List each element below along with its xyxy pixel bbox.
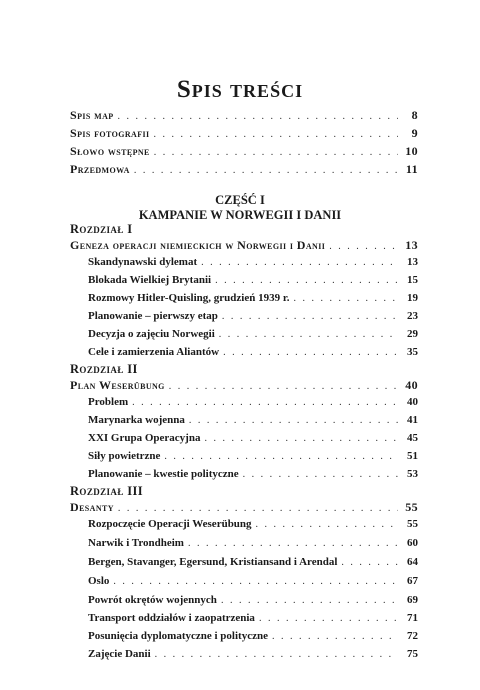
entry-page: 29 — [407, 328, 418, 340]
toc-entry-przedmowa — [70, 162, 418, 178]
toc-entry-spis-map — [70, 108, 418, 124]
chapter-heading: Rozdział II — [70, 362, 138, 376]
section-entry — [88, 310, 418, 326]
entry-label: Problem — [88, 396, 129, 408]
dot-leader — [221, 595, 398, 606]
entry-page: 41 — [407, 414, 418, 426]
dot-leader — [243, 469, 398, 480]
entry-label: Marynarka wojenna — [88, 414, 185, 426]
dot-leader — [223, 347, 398, 358]
dot-leader — [259, 613, 398, 624]
entry-page: 40 — [405, 378, 418, 392]
entry-label: Geneza operacji niemieckich w Norwegii i Danii — [70, 238, 326, 252]
dot-leader — [188, 538, 398, 549]
dot-leader — [169, 381, 398, 392]
dot-leader — [113, 576, 398, 587]
dot-leader — [341, 557, 398, 568]
entry-page: 19 — [407, 292, 418, 304]
section-entry — [88, 274, 418, 290]
section-entry — [88, 328, 418, 344]
dot-leader — [118, 111, 398, 122]
dot-leader — [118, 503, 398, 514]
entry-label: Desanty — [70, 500, 114, 514]
entry-page: 45 — [407, 432, 418, 444]
chapter-title-entry — [70, 238, 418, 254]
entry-page: 9 — [411, 126, 418, 140]
chapter-heading: Rozdział III — [70, 484, 144, 498]
dot-leader — [134, 165, 398, 176]
entry-page: 69 — [407, 594, 418, 606]
entry-label: XXI Grupa Operacyjna — [88, 432, 201, 444]
entry-page: 15 — [407, 274, 418, 286]
dot-leader — [155, 649, 398, 660]
entry-page: 10 — [405, 144, 418, 158]
section-entry — [88, 256, 418, 272]
entry-label: Narwik i Trondheim — [88, 537, 184, 549]
section-entry — [88, 292, 418, 308]
chapter-title-entry — [70, 500, 418, 516]
entry-page: 71 — [407, 612, 418, 624]
section-entry — [88, 630, 418, 646]
entry-label: Planowanie – kwestie polityczne — [88, 468, 239, 480]
dot-leader — [293, 293, 398, 304]
entry-page: 55 — [407, 518, 418, 530]
entry-label: Słowo wstępne — [70, 144, 150, 158]
dot-leader — [201, 257, 398, 268]
entry-page: 75 — [407, 648, 418, 660]
entry-label: Plan Weserübung — [70, 378, 165, 392]
entry-label: Decyzja o zajęciu Norwegii — [88, 328, 215, 340]
toc-entry-slowo-wstepne — [70, 144, 418, 160]
section-entry — [88, 450, 418, 466]
entry-page: 53 — [407, 468, 418, 480]
section-entry — [88, 612, 418, 628]
section-entry — [88, 537, 418, 553]
section-entry — [88, 432, 418, 448]
toc-title: Spis treści — [176, 76, 304, 103]
entry-label: Rozpoczęcie Operacji Weserübung — [88, 518, 252, 530]
entry-page: 8 — [411, 108, 418, 122]
entry-label: Rozmowy Hitler-Quisling, grudzień 1939 r. — [88, 292, 290, 304]
entry-page: 67 — [407, 575, 418, 587]
dot-leader — [222, 311, 398, 322]
section-entry — [88, 346, 418, 362]
section-entry — [88, 396, 418, 412]
dot-leader — [204, 433, 398, 444]
entry-label: Powrót okrętów wojennych — [88, 594, 217, 606]
entry-page: 55 — [405, 500, 418, 514]
dot-leader — [256, 519, 398, 530]
entry-label: Cele i zamierzenia Aliantów — [88, 346, 220, 358]
entry-page: 11 — [405, 162, 418, 176]
entry-page: 23 — [407, 310, 418, 322]
entry-page: 35 — [407, 346, 418, 358]
entry-label: Skandynawski dylemat — [88, 256, 198, 268]
entry-label: Transport oddziałów i zaopatrzenia — [88, 612, 255, 624]
dot-leader — [154, 129, 398, 140]
entry-label: Blokada Wielkiej Brytanii — [88, 274, 212, 286]
entry-page: 60 — [407, 537, 418, 549]
entry-label: Przedmowa — [70, 162, 130, 176]
entry-label: Posunięcia dyplomatyczne i polityczne — [88, 630, 268, 642]
chapter-title-entry — [70, 378, 418, 394]
dot-leader — [189, 415, 398, 426]
toc-entry-spis-fotografii — [70, 126, 418, 142]
dot-leader — [329, 241, 398, 252]
entry-label: Oslo — [88, 575, 110, 587]
section-entry — [88, 648, 418, 664]
part-number: CZĘŚĆ I — [215, 193, 265, 207]
dot-leader — [132, 397, 398, 408]
entry-page: 51 — [407, 450, 418, 462]
entry-page: 13 — [407, 256, 418, 268]
entry-label: Planowanie – pierwszy etap — [88, 310, 218, 322]
entry-label: Spis map — [70, 108, 114, 122]
dot-leader — [219, 329, 398, 340]
section-entry — [88, 575, 418, 591]
entry-label: Zajęcie Danii — [88, 648, 151, 660]
dot-leader — [154, 147, 398, 158]
entry-page: 40 — [407, 396, 418, 408]
dot-leader — [164, 451, 398, 462]
entry-label: Siły powietrzne — [88, 450, 161, 462]
section-entry — [88, 518, 418, 534]
section-entry — [88, 414, 418, 430]
entry-page: 13 — [405, 238, 418, 252]
dot-leader — [272, 631, 398, 642]
section-entry — [88, 468, 418, 484]
entry-label: Spis fotografii — [70, 126, 150, 140]
entry-page: 72 — [407, 630, 418, 642]
entry-page: 64 — [407, 556, 418, 568]
dot-leader — [215, 275, 398, 286]
entry-label: Bergen, Stavanger, Egersund, Kristiansand i Arendal — [88, 556, 338, 568]
part-title: KAMPANIE W NORWEGII I DANII — [138, 208, 342, 222]
section-entry — [88, 594, 418, 610]
section-entry — [88, 556, 418, 572]
chapter-heading: Rozdział I — [70, 222, 133, 236]
